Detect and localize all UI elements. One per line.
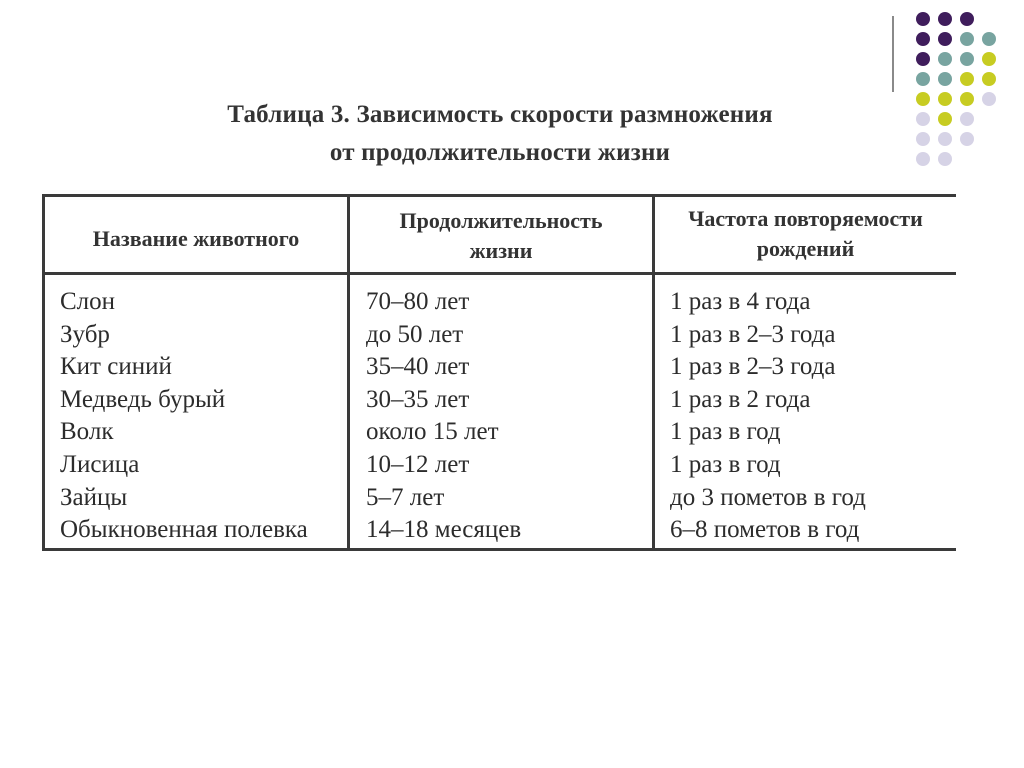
table-title-line-2: от продолжительности жизни [329, 139, 671, 166]
decorative-dot [960, 52, 974, 66]
decorative-dot [982, 32, 996, 46]
cell-lifespan: 70–80 лет [366, 288, 470, 315]
cell-animal: Слон [60, 288, 116, 315]
decorative-dot [960, 132, 974, 146]
table-title-line-1: Таблица 3. Зависимость скорости размножения [227, 101, 773, 128]
cell-animal: Волк [60, 418, 114, 446]
decorative-dot [938, 12, 952, 26]
header-animal [45, 224, 347, 254]
decorative-dot [938, 132, 952, 146]
decorative-dot-grid [904, 12, 1014, 172]
cell-lifespan: около 15 лет [366, 418, 499, 446]
decorative-dot [982, 92, 996, 106]
decorative-dot [916, 92, 930, 106]
decorative-dot [960, 112, 974, 126]
decorative-divider-line [892, 16, 894, 92]
cell-lifespan: 14–18 месяцев [366, 516, 522, 544]
decorative-dot [916, 32, 930, 46]
cell-frequency: 1 раз в 2–3 года [670, 353, 836, 381]
column-frequency [670, 286, 866, 547]
header-lifespan [350, 206, 652, 266]
header-lifespan-line-1: Продолжительность [399, 208, 603, 233]
decorative-dot [916, 152, 930, 166]
table-header-divider [42, 272, 956, 275]
decorative-dot [960, 92, 974, 106]
decorative-dot [938, 152, 952, 166]
cell-frequency: 1 раз в год [670, 450, 781, 478]
cell-frequency: до 3 пометов в год [670, 483, 866, 511]
decorative-dot [916, 72, 930, 86]
cell-frequency: 1 раз в год [670, 418, 781, 446]
decorative-dot [938, 112, 952, 126]
cell-frequency: 1 раз в 4 года [670, 288, 811, 315]
cell-lifespan: 30–35 лет [366, 385, 470, 413]
header-frequency-line-2: рождений [756, 236, 855, 261]
cell-animal: Зайцы [60, 483, 128, 511]
cell-animal: Обыкновенная полевка [60, 516, 308, 544]
cell-animal: Медведь бурый [60, 385, 226, 413]
cell-lifespan: 35–40 лет [366, 353, 470, 381]
decorative-dot [982, 72, 996, 86]
table-title [130, 96, 870, 172]
decorative-dot [916, 132, 930, 146]
cell-lifespan: 10–12 лет [366, 450, 470, 478]
decorative-dot [982, 52, 996, 66]
decorative-dot [916, 112, 930, 126]
header-animal-label: Название животного [92, 226, 300, 251]
cell-frequency: 6–8 пометов в год [670, 516, 860, 544]
decorative-dot [938, 72, 952, 86]
decorative-dot [960, 32, 974, 46]
cell-animal: Лисица [60, 450, 140, 478]
cell-animal: Кит синий [60, 353, 172, 381]
decorative-dot [960, 12, 974, 26]
decorative-dot [916, 12, 930, 26]
column-animal [60, 286, 308, 547]
table-bottom-border [42, 548, 956, 551]
cell-lifespan: до 50 лет [366, 320, 464, 348]
reproduction-table [42, 186, 956, 560]
cell-lifespan: 5–7 лет [366, 483, 445, 511]
cell-animal: Зубр [60, 320, 110, 348]
decorative-dot [938, 52, 952, 66]
header-lifespan-line-2: жизни [469, 238, 533, 263]
decorative-dot [916, 52, 930, 66]
header-frequency [655, 204, 956, 264]
decorative-dot [960, 72, 974, 86]
column-lifespan [366, 286, 521, 547]
cell-frequency: 1 раз в 2 года [670, 385, 811, 413]
table-top-border [42, 194, 956, 197]
decorative-dot [938, 92, 952, 106]
decorative-dot [938, 32, 952, 46]
header-frequency-line-1: Частота повторяемости [688, 206, 923, 231]
cell-frequency: 1 раз в 2–3 года [670, 320, 836, 348]
